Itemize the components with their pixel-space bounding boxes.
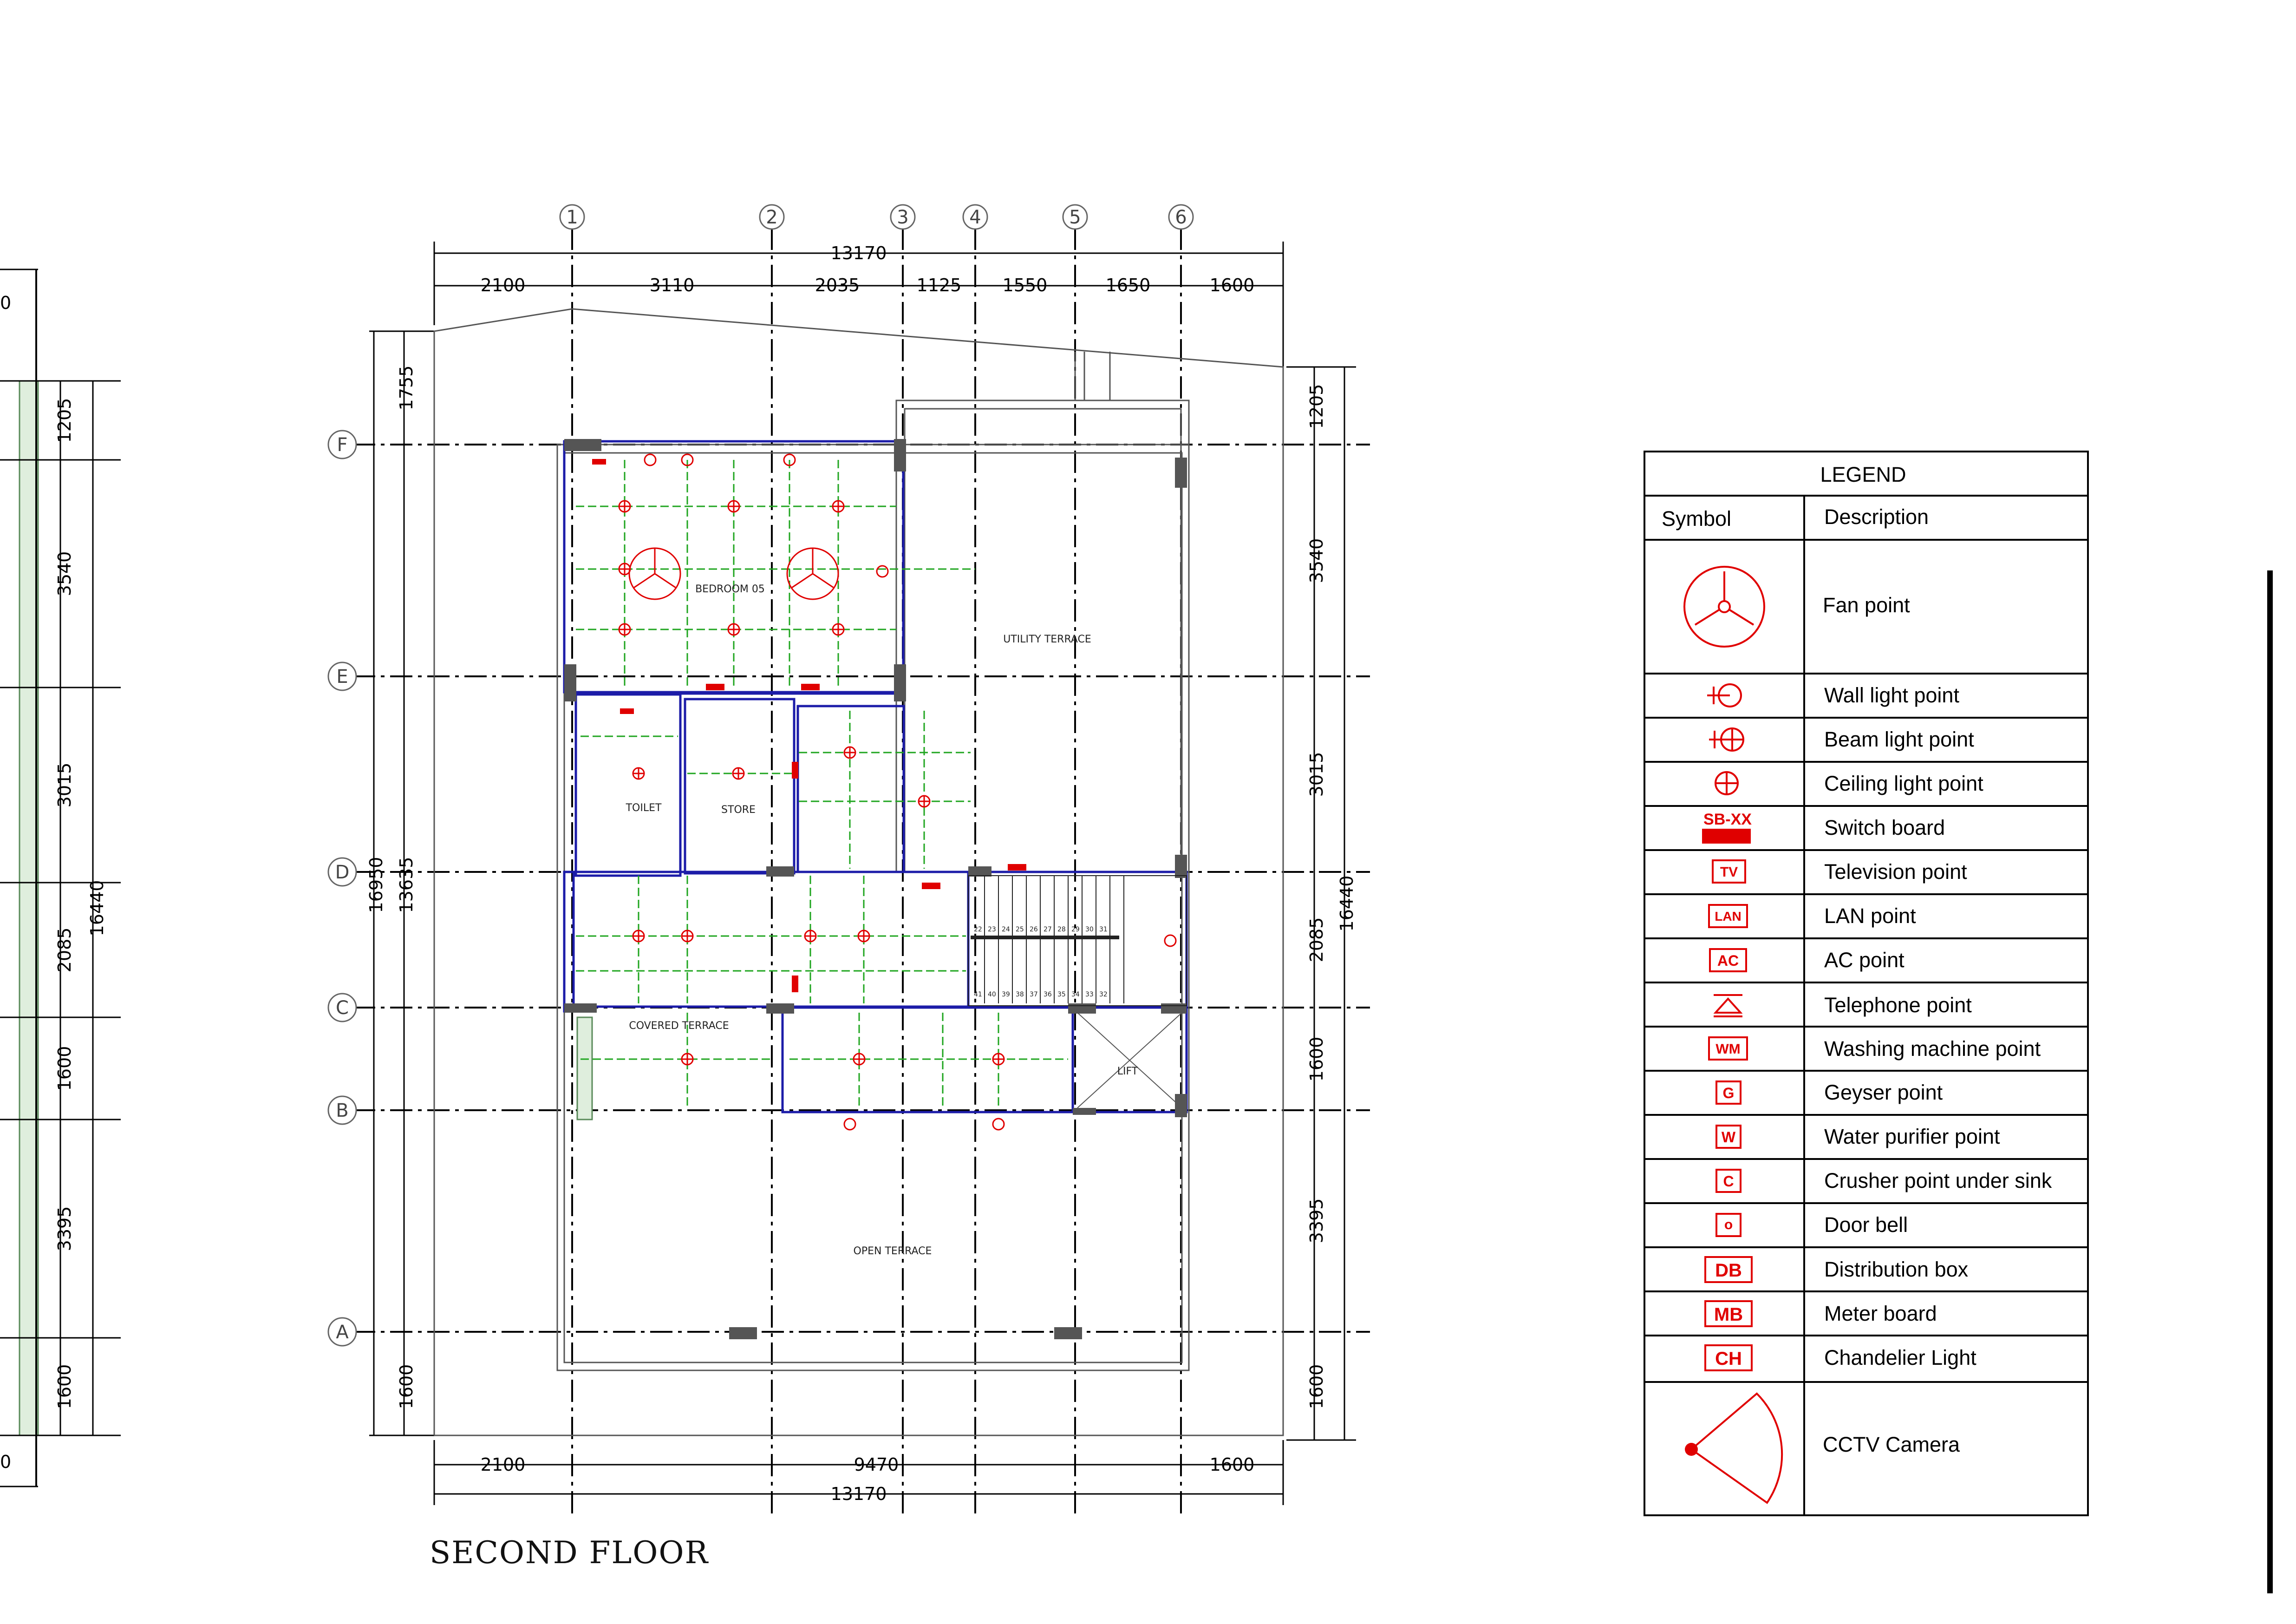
legend-label-distribution-box: Distribution box <box>1824 1257 1969 1281</box>
column-label-4: 4 <box>969 207 981 228</box>
right-dim: 3395 <box>1306 1198 1327 1244</box>
column-label-6: 6 <box>1175 207 1187 228</box>
legend-label-meter-board: Meter board <box>1824 1302 1937 1325</box>
stair-number: 27 <box>1044 926 1052 933</box>
legend-col-symbol: Symbol <box>1662 507 1732 530</box>
legend-label-cctv: CCTV Camera <box>1823 1433 1960 1456</box>
room-label-covered-terrace: COVERED TERRACE <box>629 1020 729 1032</box>
legend-label-beam-light: Beam light point <box>1824 727 1974 751</box>
room-label-store: STORE <box>721 804 756 816</box>
meter-board-icon: MB <box>1714 1304 1743 1325</box>
left-dim: 1600 <box>396 1364 417 1409</box>
stair-number: 25 <box>1016 926 1024 933</box>
column-label-1: 1 <box>566 207 578 228</box>
switch-boards <box>592 459 1026 992</box>
distribution-box-icon: DB <box>1715 1260 1742 1281</box>
legend-table <box>1644 452 2088 1515</box>
row-label-D: D <box>335 862 350 883</box>
right-dim: 1600 <box>1306 1036 1327 1082</box>
stair-number: 22 <box>974 926 982 933</box>
stair-number: 31 <box>1099 926 1108 933</box>
stair-number: 24 <box>1002 926 1010 933</box>
stair-number: 35 <box>1057 991 1066 998</box>
top-dim: 1650 <box>1105 275 1151 295</box>
left-strip-dim: 3540 <box>54 551 75 596</box>
top-dim: 2100 <box>480 275 526 295</box>
stair-number: 39 <box>1002 991 1010 998</box>
left-strip-edge-label-bottom: 0 <box>0 1452 12 1472</box>
left-elevation-strip <box>0 269 121 1486</box>
legend-label-lan: LAN point <box>1824 904 1916 928</box>
top-dim: 1600 <box>1209 275 1255 295</box>
door-bell-icon: o <box>1724 1217 1733 1232</box>
left-dim: 16950 <box>366 857 386 913</box>
geyser-icon: G <box>1722 1085 1735 1101</box>
crusher-icon: C <box>1723 1173 1734 1190</box>
top-overall-dim: 13170 <box>830 243 887 263</box>
legend-label-geyser: Geyser point <box>1824 1080 1943 1104</box>
switch-board-icon: SB-XX <box>1703 811 1752 828</box>
left-dim: 1755 <box>396 365 417 411</box>
stair-number: 30 <box>1085 926 1094 933</box>
legend-label-ac: AC point <box>1824 948 1905 972</box>
top-dim: 1550 <box>1002 275 1048 295</box>
legend-label-wall-light: Wall light point <box>1824 683 1959 707</box>
left-strip-dim: 3015 <box>54 762 75 808</box>
bottom-dim: 9470 <box>854 1454 899 1475</box>
right-overall-dim: 16440 <box>1337 875 1357 932</box>
legend-label-fan: Fan point <box>1823 593 1910 617</box>
stair-number: 40 <box>988 991 996 998</box>
right-edge-bar <box>2267 570 2273 1593</box>
left-strip-edge-label-top: 0 <box>0 293 12 313</box>
column-label-5: 5 <box>1069 207 1081 228</box>
legend-title: LEGEND <box>1820 463 1906 486</box>
left-strip-dim: 2085 <box>54 927 75 973</box>
left-strip-overall-dim: 16440 <box>87 880 107 936</box>
bottom-dim: 1600 <box>1209 1454 1255 1475</box>
bottom-dim: 2100 <box>480 1454 526 1475</box>
room-label-toilet: TOILET <box>626 802 662 814</box>
bottom-overall-dim: 13170 <box>830 1484 887 1504</box>
left-dim: 13635 <box>396 857 417 913</box>
legend-label-door-bell: Door bell <box>1824 1213 1908 1237</box>
tv-icon: TV <box>1720 864 1738 880</box>
stair-number: 29 <box>1071 926 1080 933</box>
room-label-open-terrace: OPEN TERRACE <box>853 1245 932 1257</box>
stair-number: 34 <box>1071 991 1080 998</box>
floor-plan <box>328 205 1370 1571</box>
right-dim: 3540 <box>1306 538 1327 583</box>
stair-number: 26 <box>1030 926 1038 933</box>
top-dim: 3110 <box>649 275 695 295</box>
stair-number: 23 <box>988 926 996 933</box>
stair-number: 33 <box>1085 991 1094 998</box>
ceiling-light-icon <box>1715 772 1738 794</box>
column-label-3: 3 <box>897 207 909 228</box>
column-bubbles <box>560 205 1193 229</box>
column-label-2: 2 <box>766 207 778 228</box>
left-strip-dim: 1600 <box>54 1364 75 1409</box>
right-dim: 3015 <box>1306 752 1327 797</box>
staircase <box>968 876 1187 1006</box>
stair-number: 37 <box>1030 991 1038 998</box>
lift-shaft <box>1077 1013 1182 1108</box>
left-strip-dim: 3395 <box>54 1206 75 1251</box>
right-dim: 1205 <box>1306 384 1327 429</box>
left-strip-dim: 1600 <box>54 1046 75 1091</box>
chandelier-icon: CH <box>1715 1349 1742 1369</box>
columns <box>564 439 1187 1339</box>
legend-label-television: Television point <box>1824 860 1967 884</box>
legend-label-water-purifier: Water purifier point <box>1824 1125 2000 1148</box>
planter-strip <box>577 1017 592 1120</box>
row-label-B: B <box>336 1100 349 1121</box>
ac-icon: AC <box>1717 952 1739 969</box>
lan-icon: LAN <box>1715 909 1742 923</box>
water-purifier-icon: W <box>1721 1129 1736 1146</box>
stair-number: 41 <box>974 991 982 998</box>
top-dim: 2035 <box>815 275 860 295</box>
legend-label-telephone: Telephone point <box>1824 993 1972 1017</box>
legend-label-switch-board: Switch board <box>1824 816 1945 839</box>
right-dim: 2085 <box>1306 917 1327 963</box>
legend-label-crusher: Crusher point under sink <box>1824 1169 2052 1192</box>
stair-number: 32 <box>1099 991 1108 998</box>
legend-label-washing-machine: Washing machine point <box>1824 1037 2041 1061</box>
right-dim: 1600 <box>1306 1364 1327 1409</box>
row-label-C: C <box>336 997 349 1019</box>
stair-number: 36 <box>1044 991 1052 998</box>
stair-number: 38 <box>1016 991 1024 998</box>
stair-number: 28 <box>1057 926 1066 933</box>
legend-label-ceiling-light: Ceiling light point <box>1824 772 1983 795</box>
drawing-title: SECOND FLOOR <box>430 1535 709 1571</box>
legend-col-description: Description <box>1824 505 1929 529</box>
top-dim: 1125 <box>916 275 962 295</box>
room-label-lift: LIFT <box>1117 1066 1138 1077</box>
room-label-bedroom: BEDROOM 05 <box>695 583 765 595</box>
row-label-F: F <box>337 434 348 456</box>
switch-board-bar <box>1702 829 1751 844</box>
row-label-A: A <box>336 1322 349 1343</box>
row-label-E: E <box>336 666 348 688</box>
room-label-utility-terrace: UTILITY TERRACE <box>1003 634 1091 645</box>
left-strip-dim: 1205 <box>54 398 75 443</box>
legend-label-chandelier: Chandelier Light <box>1824 1346 1976 1369</box>
row-bubbles <box>328 431 356 1346</box>
washing-machine-icon: WM <box>1715 1041 1741 1057</box>
